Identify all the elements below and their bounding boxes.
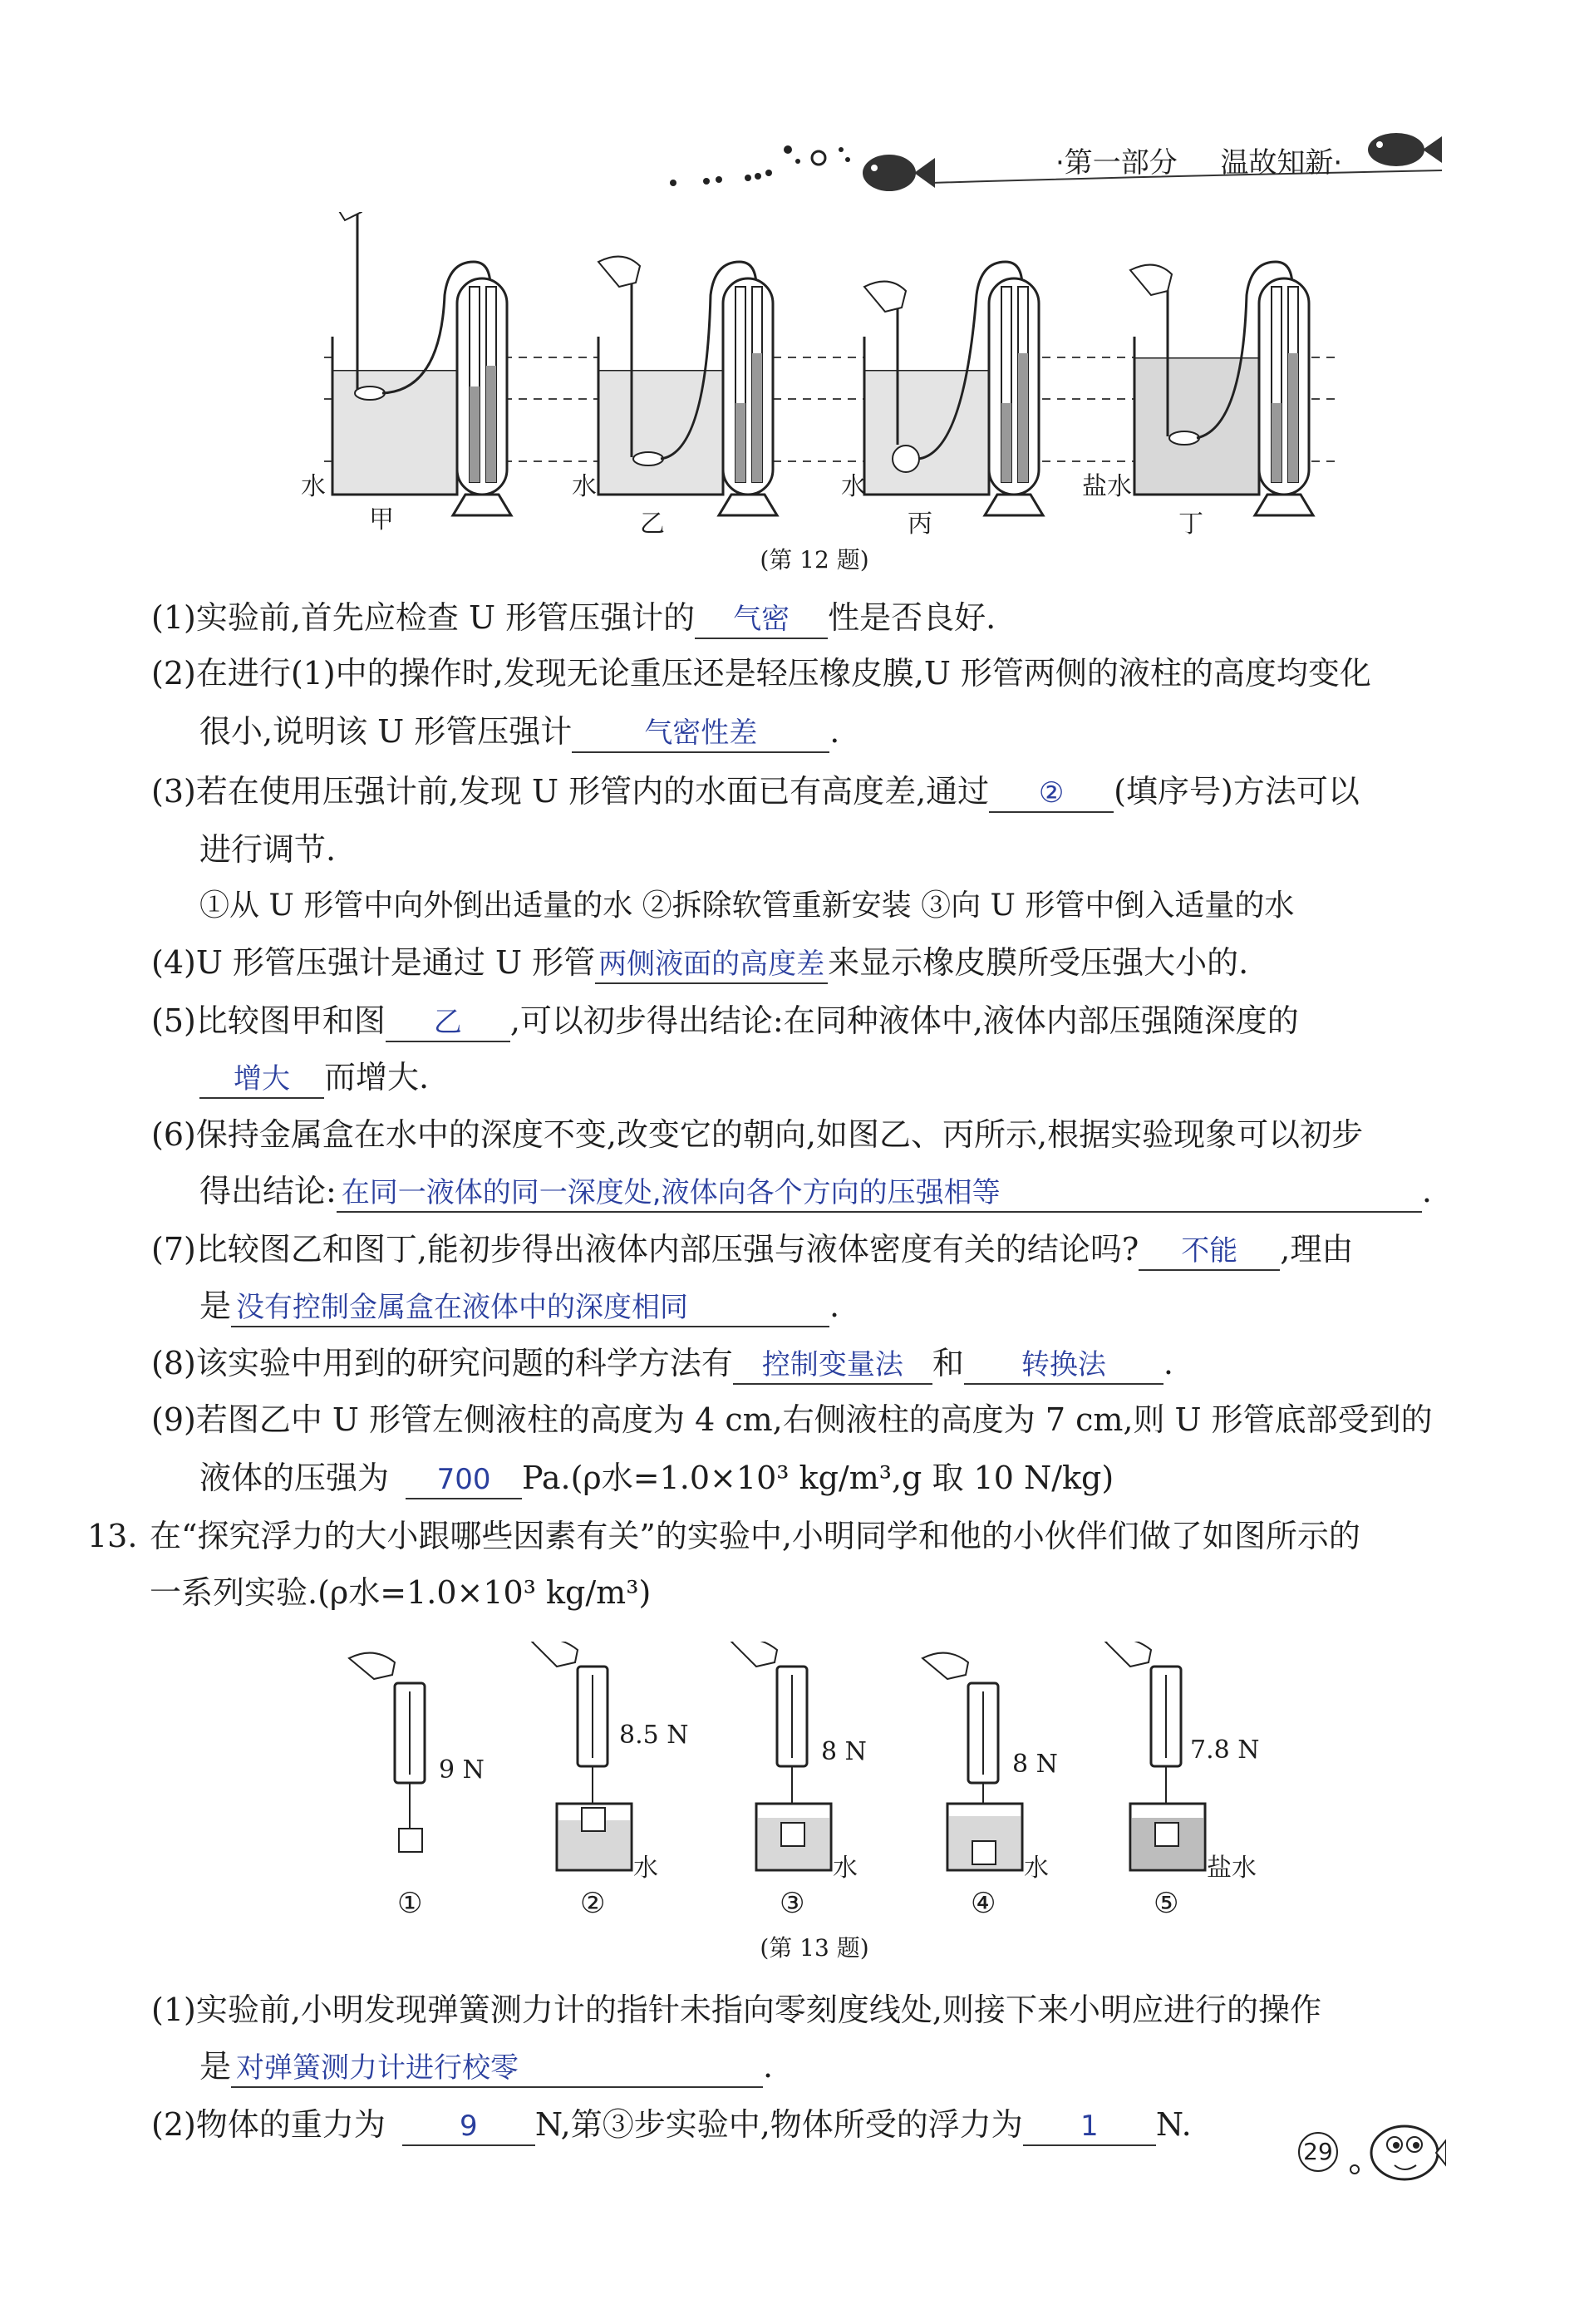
answer-6: 在同一液体的同一深度处,液体向各个方向的压强相等 [337, 1174, 1422, 1213]
label-jia: 甲 [369, 505, 394, 534]
header-section: ·第一部分 [1055, 146, 1178, 180]
label-ding: 丁 [1178, 510, 1203, 539]
q12-part2-line1: (2)在进行(1)中的操作时,发现无论重压还是轻压橡皮膜,U 形管两侧的液柱的高度均变化 [151, 655, 1371, 692]
q12-part3-options: ①从 U 形管中向外倒出适量的水 ②拆除软管重新安装 ③向 U 形管中倒入适量的水 [199, 889, 1295, 923]
liquid-3: 水 [833, 1854, 858, 1883]
q13-part1-line1: (1)实验前,小明发现弹簧测力计的指针未指向零刻度线处,则接下来小明应进行的操作 [151, 1992, 1321, 2028]
reading-1: 9 N [439, 1755, 485, 1785]
label-bing: 丙 [908, 510, 932, 539]
answer-2: 气密性差 [572, 715, 829, 753]
answer-7b: 没有控制金属盒在液体中的深度相同 [231, 1289, 829, 1327]
q12-part1: (1)实验前,首先应检查 U 形管压强计的 气密 性是否良好. [151, 594, 996, 641]
scale-step-4 [922, 1653, 1022, 1870]
q13-line2: 一系列实验.(ρ水=1.0×10³ kg/m³) [150, 1574, 652, 1611]
q12-part9-line2: 液体的压强为 700 Pa.(ρ水=1.0×10³ kg/m³,g 取 10 N/kg) [199, 1455, 1114, 1501]
setup-yi [598, 257, 777, 515]
q12-part9-line1: (9)若图乙中 U 形管左侧液柱的高度为 4 cm,右侧液柱的高度为 7 cm,则 U 形管底部受到的 [151, 1401, 1433, 1438]
label-yi: 乙 [640, 510, 665, 539]
q12-part3-line2: 进行调节. [199, 831, 337, 868]
mascot-fish-icon [1346, 2111, 1446, 2194]
scale-step-1 [349, 1653, 425, 1852]
answer-4: 两侧液面的高度差 [595, 946, 828, 984]
pressure-gauge-diagram [299, 212, 1380, 540]
answer-13-2b: 1 [1023, 2108, 1156, 2146]
step-3: ③ [780, 1887, 805, 1920]
q12-part4: (4)U 形管压强计是通过 U 形管 两侧液面的高度差 来显示橡皮膜所受压强大小的. [151, 939, 1248, 986]
answer-1: 气密 [695, 601, 828, 639]
step-4: ④ [971, 1887, 996, 1920]
page-number: 29 [1303, 2138, 1333, 2165]
caption-13: (第 13 题) [760, 1934, 869, 1962]
q12-part3-line1: (3)若在使用压强计前,发现 U 形管内的水面已有高度差,通过 ② (填序号)方法可以 [151, 768, 1360, 815]
q12-part8: (8)该实验中用到的研究问题的科学方法有 控制变量法 和 转换法 . [151, 1340, 1173, 1386]
answer-9: 700 [406, 1461, 522, 1499]
answer-7a: 不能 [1139, 1233, 1280, 1271]
q13-line1: 13. 在“探究浮力的大小跟哪些因素有关”的实验中,小明同学和他的小伙伴们做了如图所示的 [87, 1518, 1360, 1554]
step-2: ② [580, 1887, 606, 1920]
liquid-4: 水 [1024, 1854, 1049, 1883]
answer-13-2a: 9 [402, 2108, 535, 2146]
figure-12 [299, 212, 1380, 540]
answer-8b: 转换法 [964, 1347, 1163, 1385]
q12-part5-line1: (5)比较图甲和图 乙 ,可以初步得出结论:在同种液体中,液体内部压强随深度的 [151, 997, 1299, 1044]
page-number-badge [1298, 2132, 1338, 2172]
q12-part7-line2: 是 没有控制金属盒在液体中的深度相同 . [199, 1283, 839, 1329]
liquid-5: 盐水 [1207, 1854, 1257, 1883]
reading-3: 8 N [821, 1737, 867, 1766]
answer-3: ② [989, 775, 1114, 813]
answer-13-1: 对弹簧测力计进行校零 [231, 2050, 763, 2088]
step-1: ① [397, 1887, 423, 1920]
scale-step-3 [731, 1642, 831, 1870]
q13-part2: (2)物体的重力为 9 N,第③步实验中,物体所受的浮力为 1 N. [151, 2101, 1192, 2148]
setup-jia [324, 212, 511, 515]
q12-part5-line2: 增大 而增大. [199, 1054, 429, 1100]
scale-step-2 [532, 1642, 632, 1870]
caption-12: (第 12 题) [760, 546, 869, 574]
label-water-1: 水 [301, 472, 326, 501]
q12-part6-line1: (6)保持金属盒在水中的深度不变,改变它的朝向,如图乙、丙所示,根据实验现象可以初步 [151, 1116, 1364, 1153]
label-water-3: 水 [841, 472, 866, 501]
q12-part7-line1: (7)比较图乙和图丁,能初步得出液体内部压强与液体密度有关的结论吗? 不能 ,理由 [151, 1226, 1353, 1273]
answer-5b: 增大 [199, 1061, 324, 1099]
answer-8a: 控制变量法 [733, 1347, 932, 1385]
step-5: ⑤ [1154, 1887, 1179, 1920]
reading-2: 8.5 N [619, 1721, 689, 1750]
q13-part1-line2: 是 对弹簧测力计进行校零 . [199, 2043, 773, 2090]
q12-part2-line2: 很小,说明该 U 形管压强计 气密性差 . [199, 708, 839, 755]
header-title: 温故知新· [1220, 146, 1343, 180]
setup-bing [864, 262, 1043, 515]
q12-part6-line2: 得出结论: 在同一液体的同一深度处,液体向各个方向的压强相等 . [199, 1168, 1432, 1214]
answer-5a: 乙 [386, 1004, 510, 1042]
liquid-2: 水 [633, 1854, 658, 1883]
label-salt-water: 盐水 [1082, 472, 1132, 501]
reading-4: 8 N [1012, 1750, 1058, 1779]
reading-5: 7.8 N [1190, 1736, 1260, 1765]
label-water-2: 水 [572, 472, 597, 501]
setup-ding [1130, 262, 1313, 515]
